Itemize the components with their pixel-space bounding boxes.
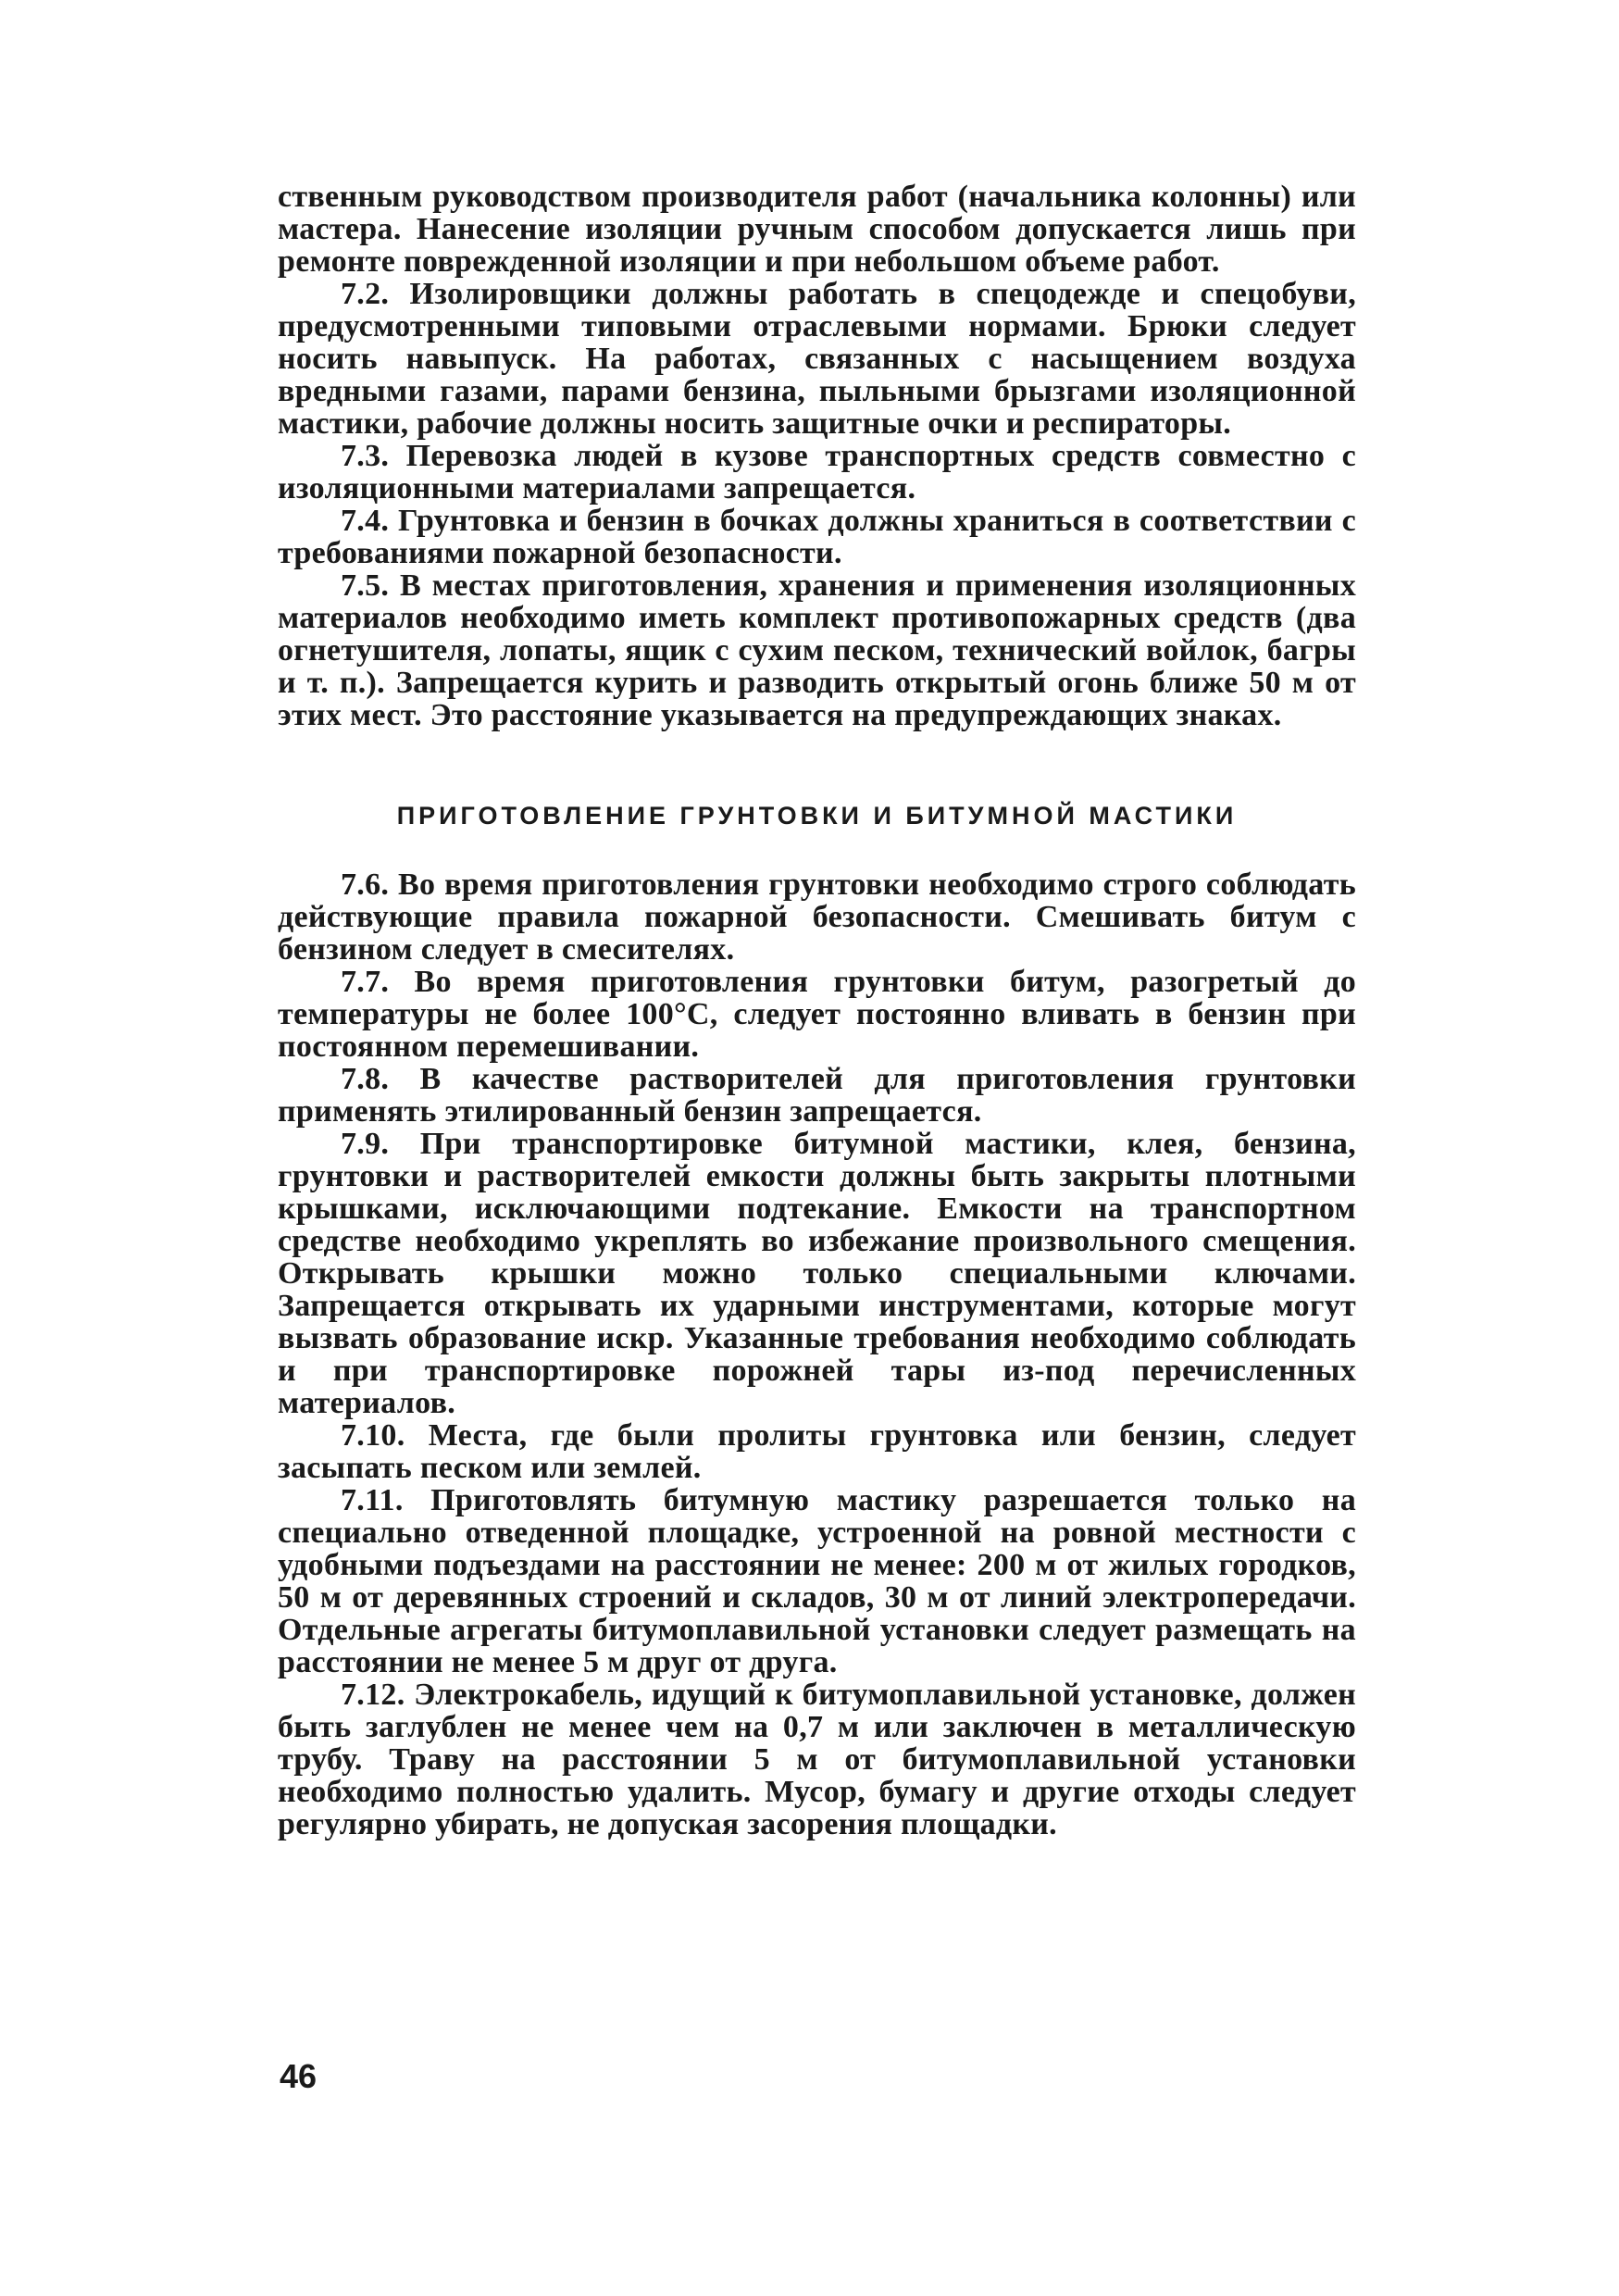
page-body <box>278 181 1356 2199</box>
paragraph-7-11: 7.11. Приготовлять битумную мастику разрешается только на специально отведенной площадке, устроенной на ровной местности с удобными подъездами на расстоянии не менее: 200 м от жилых городков, 50 м от деревянных строений и складов, 30 м от линий электропередачи. Отдельные агрегаты битумоплавильной установки следует размещать на расстоянии не менее 5 м друг от друга. <box>278 1483 1356 1679</box>
paragraph-7-12: 7.12. Электрокабель, идущий к битумоплавильной установке, должен быть заглублен не менее чем на 0,7 м или заключен в металлическую трубу. Траву на расстоянии 5 м от битумоплавильной установки необходимо полностью удалить. Мусор, бумагу и другие отходы следует регулярно убирать, не допуская засорения площадки. <box>278 1678 1356 1841</box>
section-heading: ПРИГОТОВЛЕНИЕ ГРУНТОВКИ И БИТУМНОЙ МАСТИКИ <box>396 802 1238 830</box>
paragraph-continuation: ственным руководством производителя работ (начальника колонны) или мастера. Нанесение изоляции ручным способом допускается лишь при ремонте поврежденной изоляции и при небольшом объеме работ. <box>278 180 1356 279</box>
paragraph-7-10: 7.10. Места, где были пролиты грунтовка или бензин, следует засыпать песком или землей. <box>278 1418 1356 1485</box>
paragraph-7-6: 7.6. Во время приготовления грунтовки необходимо строго соблюдать действующие правила пожарной безопасности. Смешивать битум с бензином следует в смесителях. <box>278 867 1356 967</box>
paragraph-7-4: 7.4. Грунтовка и бензин в бочках должны храниться в соответствии с требованиями пожарной безопасности. <box>278 504 1356 570</box>
paragraph-7-3: 7.3. Перевозка людей в кузове транспортных средств совместно с изоляционными материалами запрещается. <box>278 439 1356 505</box>
page-number: 46 <box>280 2057 318 2095</box>
paragraph-7-9: 7.9. При транспортировке битумной мастики, клея, бензина, грунтовки и растворителей емкости должны быть закрыты плотными крышками, исключающими подтекание. Емкости на транспортном средстве необходимо укреплять во избежание произвольного смещения. Открывать крышки можно только специальными ключами. Запрещается открывать их ударными инструментами, которые могут вызвать образование искр. Указанные требования необходимо соблюдать и при транспортировке порожней тары из-под перечисленных материалов. <box>278 1127 1356 1420</box>
paragraph-7-2: 7.2. Изолировщики должны работать в спецодежде и спецобуви, предусмотренными типовыми отраслевыми нормами. Брюки следует носить навыпуск. На работах, связанных с насыщением воздуха вредными газами, парами бензина, пыльными брызгами изоляционной мастики, рабочие должны носить защитные очки и респираторы. <box>278 277 1356 441</box>
paragraph-7-5: 7.5. В местах приготовления, хранения и применения изоляционных материалов необходимо иметь комплект противопожарных средств (два огнетушителя, лопаты, ящик с сухим песком, технический войлок, багры и т. п.). Запрещается курить и разводить открытый огонь ближе 50 м от этих мест. Это расстояние указывается на предупреждающих знаках. <box>278 568 1356 732</box>
paragraph-7-8: 7.8. В качестве растворителей для приготовления грунтовки применять этилированный бензин запрещается. <box>278 1062 1356 1129</box>
paragraph-7-7: 7.7. Во время приготовления грунтовки битум, разогретый до температуры не более 100°С, следует постоянно вливать в бензин при постоянном перемешивании. <box>278 965 1356 1064</box>
